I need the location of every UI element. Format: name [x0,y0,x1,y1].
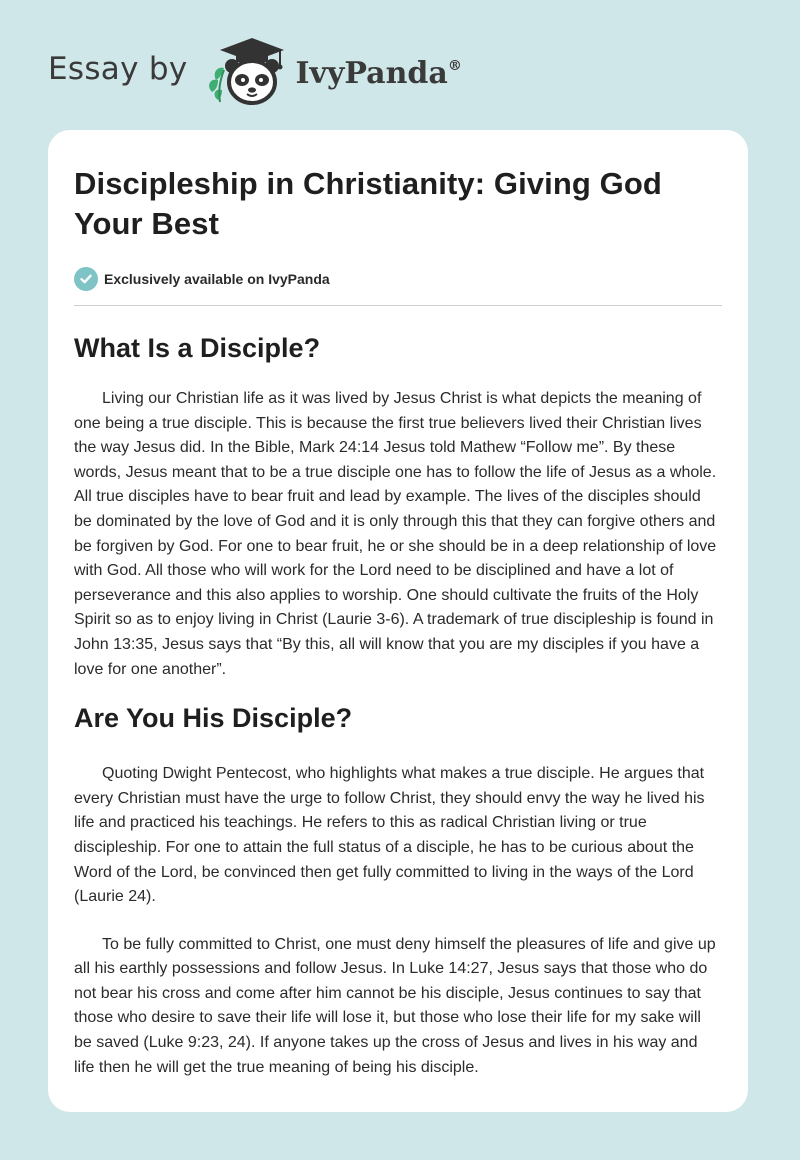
site-header [48,36,748,108]
page-title: Discipleship in Christianity: Giving God Your Best [74,166,662,241]
section-heading: What Is a Disciple? [74,333,321,363]
paragraph: Living our Christian life as it was lived by Jesus Christ is what depicts the meaning of one being a true disciple. This is because the first true believers lived their Christian lives the way Jesus did. In the Bible, Mark 24:14 Jesus told Mathew “Follow me”. By these words, Jesus meant that to be a true disciple one has to follow the life of Jesus as a whole. All true disciples have to bear fruit and lead by example. The lives of the disciples should be dominated by the love of God and it is only through this that they can forgive others and be forgiven by God. For one to bear fruit, he or she should be in a deep relationship of love with God. All those who will work for the Lord need to be disciplined and have a lot of perseverance and this also applies to worship. One should cultivate the fruits of the Holy Spirit so as to enjoy living in Christ (Laurie 3-6). A trademark of true discipleship is found in John 13:35, Jesus says that “By this, all will know that you are my disciples if you have a love for one another”. [74,390,717,678]
check-circle-icon [74,267,98,291]
exclusive-badge [74,266,722,292]
essay-by-label: Essay by [48,51,188,87]
panda-graduate-icon[interactable] [202,36,288,108]
section-heading: Are You His Disciple? [74,703,353,734]
divider [74,305,722,306]
paragraph: Quoting Dwight Pentecost, who highlights what makes a true disciple. He argues that every Christian must have the urge to follow Christ, they should envy the way he lived his life and practiced his teachings. He refers to this as radical Christian living or true discipleship. For one to attain the full status of a disciple, he has to be curious about the Word of the Lord, be convinced then get fully committed to living in the ways of the Lord (Laurie 24). [74,765,705,906]
brand-name[interactable]: IvyPanda® [295,55,462,91]
essay-card [48,130,748,1112]
exclusive-badge-label: Exclusively available on IvyPanda [104,271,330,287]
paragraph: To be fully committed to Christ, one must deny himself the pleasures of life and give up all his earthly possessions and follow Jesus. In Luke 14:27, Jesus says that those who do not bear his cross and come after him cannot be his disciple, Jesus continues to say that those who desire to save their life will lose it, but those who lose their life for my sake will be saved (Luke 9:23, 24). If anyone takes up the cross of Jesus and lives in his way and life then he will get the true meaning of being his disciple. [74,935,716,1076]
